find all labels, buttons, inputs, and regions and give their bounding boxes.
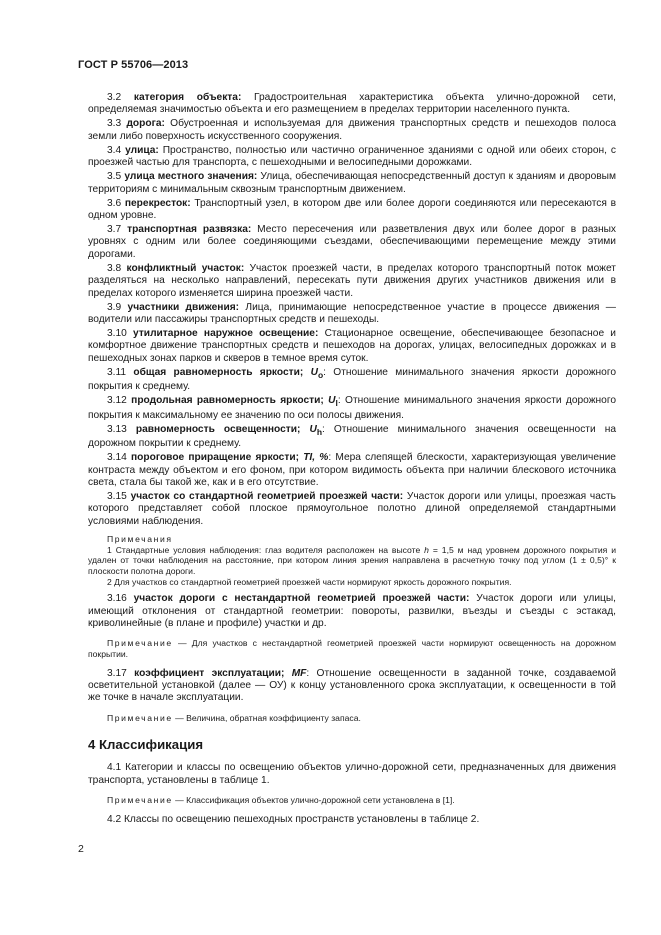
document-header: ГОСТ Р 55706—2013 xyxy=(78,59,189,71)
term-3-3: 3.3 дорога: Обустроенная и используемая для движения транспортных средств и пешеходов полоса земли либо поверхность искусственного сооружения. xyxy=(88,118,616,142)
term-3-13: 3.13 равномерность освещенности; $U_h$: Отношение минимального значения освещенности на дорожном покрытии к среднему. xyxy=(88,423,616,450)
term-3-17: 3.17 коэффициент эксплуатации; MF: Отношение освещенности в заданной точке, создаваемой осветительной установкой (далее — ОУ) к концу установленного срока эксплуатации, к освещенности в той же точке в начале эксплуатации. xyxy=(88,667,617,704)
term-3-6: 3.6 перекресток: Транспортный узел, в котором две или более дороги соединяются или пересекаются в одном уровне. xyxy=(88,197,616,222)
note-3-17: Примечание — Величина, обратная коэффициенту запаса. xyxy=(107,712,361,723)
term-3-11: 3.11 общая равномерность яркости; $U_o$: Отношение минимального значения яркости дорожного покрытия к среднему. xyxy=(88,366,616,393)
term-3-5: 3.5 улица местного значения: Улица, обеспечивающая непосредственный доступ к зданиям и дворовым территориям с минимальным сквозным транспортным движением. xyxy=(88,171,616,195)
paragraph-4-2: 4.2 Классы по освещению пешеходных пространств установлены в таблице 2. xyxy=(107,813,480,825)
term-3-16: 3.16 участок дороги с нестандартной геометрией проезжей части: Участок дороги или улицы, имеющий отклонения от стандартной геометрии: повороты, развилки, въезды и съезды с эстакад, криволинейные (в плане и профиле) участки и др. xyxy=(88,593,616,629)
note-1: 1 Стандартные условия наблюдения: глаз водителя расположен на высоте h = 1,5 м над уровнем дорожного покрытия и удален от точки наблюдения на расстояние, при котором линия зрения направлена в расчетную точку под углом (1 ± 0,5)° к плоскости полотна дороги. xyxy=(88,544,616,576)
section-title: 4 Классификация xyxy=(88,737,204,753)
term-3-8: 3.8 конфликтный участок: Участок проезжей части, в пределах которого транспортный поток может разделяться на несколько направлений, пересекать пути движения других участников движения или в пределах которого изменяется ширина проезжей части. xyxy=(88,262,616,299)
note-3-16: Примечание — Для участков с нестандартной геометрией проезжей части нормируют освещенность на дорожном покрытии. xyxy=(88,638,616,659)
paragraph-4-1: 4.1 Категории и классы по освещению объектов улично-дорожной сети, предназначенных для движения транспорта, установлены в таблице 1. xyxy=(88,762,616,786)
term-3-7: 3.7 транспортная развязка: Место пересечения или разветвления двух или более дорог в разных уровнях с одним или более соединяющими съездами, обеспечивающими перемещение между этими дорогами. xyxy=(88,224,616,260)
term-3-12: 3.12 продольная равномерность яркости; $U_l$: Отношение минимального значения яркости дорожного покрытия к максимальному ее значению по оси полосы движения. xyxy=(88,395,616,421)
term-3-2: 3.2 категория объекта: Градостроительная характеристика объекта улично-дорожной сети, определяемая значимостью объекта и его размещением в пределах территории населенного пункта. xyxy=(88,92,616,116)
page-number: 2 xyxy=(78,843,84,855)
term-3-4: 3.4 улица: Пространство, полностью или частично ограниченное зданиями с одной или обеих сторон, с проезжей частью для транспорта, с пешеходными и велосипедными дорожками. xyxy=(88,144,616,169)
term-3-10: 3.10 утилитарное наружное освещение: Стационарное освещение, обеспечивающее безопасное и комфортное движение транспортных средств и пешеходов на дорогах, улицах, велосипедных дорожках и в пешеходных зонах парков и скверов в темное время суток. xyxy=(88,328,616,364)
notes-heading: Примечания xyxy=(107,534,173,545)
document-body xyxy=(88,92,616,826)
note-2: 2 Для участков со стандартной геометрией проезжей части нормируют яркость дорожного покрытия. xyxy=(107,576,512,587)
notes-3-15 xyxy=(88,534,616,587)
term-3-14: 3.14 пороговое приращение яркости; TI, %: Мера слепящей блескости, характеризующая увеличение контраста между объектом и его фоном, при котором видимость объекта при наличии блескового источника света, стала бы такой же, как и в его отсутствие. xyxy=(88,452,616,488)
note-4-1: Примечание — Классификация объектов улично-дорожной сети установлена в [1]. xyxy=(107,795,455,806)
term-3-15: 3.15 участок со стандартной геометрией проезжей части: Участок дороги или улицы, проезжая часть которого представляет собой плоское прямоугольное полотно длиной определяемой стандартными условиями наблюдения. xyxy=(88,491,616,527)
term-3-9: 3.9 участники движения: Лица, принимающие непосредственное участие в процессе движения — водители или пассажиры транспортных средств и пешеходы. xyxy=(88,301,616,326)
